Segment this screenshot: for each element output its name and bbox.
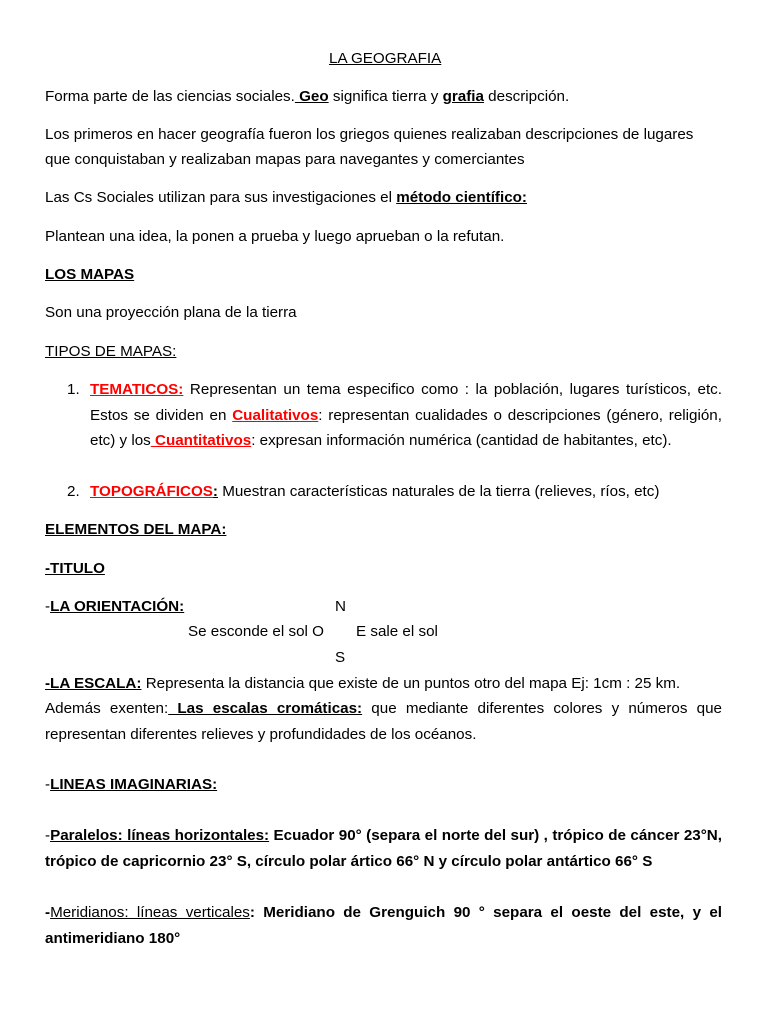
map-elements-heading: ELEMENTOS DEL MAPA: (45, 521, 227, 538)
compass-north: N (335, 598, 346, 615)
list-item-thematic (90, 377, 722, 454)
parallels-term: Paralelos: líneas horizontales: (50, 827, 270, 844)
thematic-term: TEMATICOS: (90, 381, 184, 398)
thematic-text: Representan un tema especifico como : la población, lugares turísticos, etc. Estos se dividen en (90, 381, 722, 424)
compass-west: Se esconde el sol O (188, 623, 324, 640)
topographic-colon: : (212, 483, 218, 500)
topographic-text: Muestran características naturales de la tierra (relieves, ríos, etc) (217, 483, 660, 500)
chromatic-scales-paragraph (45, 696, 722, 747)
intro-end: descripción. (483, 88, 570, 105)
title-element: -TITULO (45, 560, 105, 577)
quantitative-term: Cuantitativos (150, 432, 252, 449)
orientation-label (45, 597, 184, 616)
list-number-2: 2. (67, 483, 80, 500)
method-text: Las Cs Sociales utilizan para sus investigaciones el (45, 189, 397, 206)
chromatic-text: que mediante diferentes colores y números que representan diferentes relieves y profundidades de los océanos. (45, 700, 722, 743)
intro-paragraph (45, 87, 569, 106)
qualitative-term: Cualitativos (232, 406, 319, 424)
greeks-line-2: que conquistaban y realizaban mapas para navegantes y comerciantes (45, 151, 525, 168)
scientific-method-term: método científico: (396, 189, 527, 206)
grafia-term: grafia (442, 88, 484, 105)
parallels-text: Ecuador 90° (separa el norte del sur) , trópico de cáncer 23°N, trópico de capricornio 23° S, círculo polar ártico 66° N y círculo polar antártico 66° S (45, 827, 722, 870)
intro-text: Forma parte de las ciencias sociales. (45, 88, 295, 105)
parallels-dash: - (45, 827, 51, 844)
method-description: Plantean una idea, la ponen a prueba y luego aprueban o la refutan. (45, 228, 505, 245)
imaginary-lines-term: LINEAS IMAGINARIAS: (50, 776, 218, 793)
scale-paragraph (45, 674, 680, 693)
chromatic-intro: Además exenten: (45, 700, 169, 717)
chromatic-term: Las escalas cromáticas: (168, 700, 363, 717)
compass-south: S (335, 649, 346, 666)
imaginary-lines-heading (45, 775, 217, 794)
orientation-term: LA ORIENTACIÓN: (50, 598, 185, 615)
meridians-paragraph (45, 900, 722, 951)
geo-term: Geo (294, 88, 329, 105)
meridians-term: Meridianos: líneas verticales (50, 904, 250, 921)
qualitative-text: : representan cualidades o descripciones (género, religión, etc) y los (90, 406, 722, 449)
list-item-topographic (90, 482, 659, 501)
list-number-1: 1. (67, 381, 80, 398)
parallels-paragraph (45, 823, 722, 874)
orientation-dash: - (45, 598, 51, 615)
intro-middle: significa tierra y (328, 88, 443, 105)
map-types-heading: TIPOS DE MAPAS: (45, 343, 177, 360)
compass-east: E sale el sol (356, 623, 438, 640)
method-paragraph (45, 188, 527, 207)
meridians-text: : Meridiano de Grenguich 90 ° separa el oeste del este, y el antimeridiano 180° (45, 904, 722, 947)
scale-term: -LA ESCALA: (45, 675, 142, 692)
document-title: LA GEOGRAFIA (329, 50, 442, 67)
topographic-term: TOPOGRÁFICOS (90, 483, 213, 500)
maps-definition: Son una proyección plana de la tierra (45, 304, 297, 321)
quantitative-text: : expresan información numérica (cantidad de habitantes, etc). (251, 432, 672, 449)
imaginary-lines-dash: - (45, 776, 51, 793)
meridians-dash: - (45, 904, 51, 921)
scale-text: Representa la distancia que existe de un puntos otro del mapa Ej: 1cm : 25 km. (141, 675, 681, 692)
maps-heading: LOS MAPAS (45, 266, 135, 283)
greeks-line-1: Los primeros en hacer geografía fueron los griegos quienes realizaban descripciones de lugares (45, 126, 694, 143)
